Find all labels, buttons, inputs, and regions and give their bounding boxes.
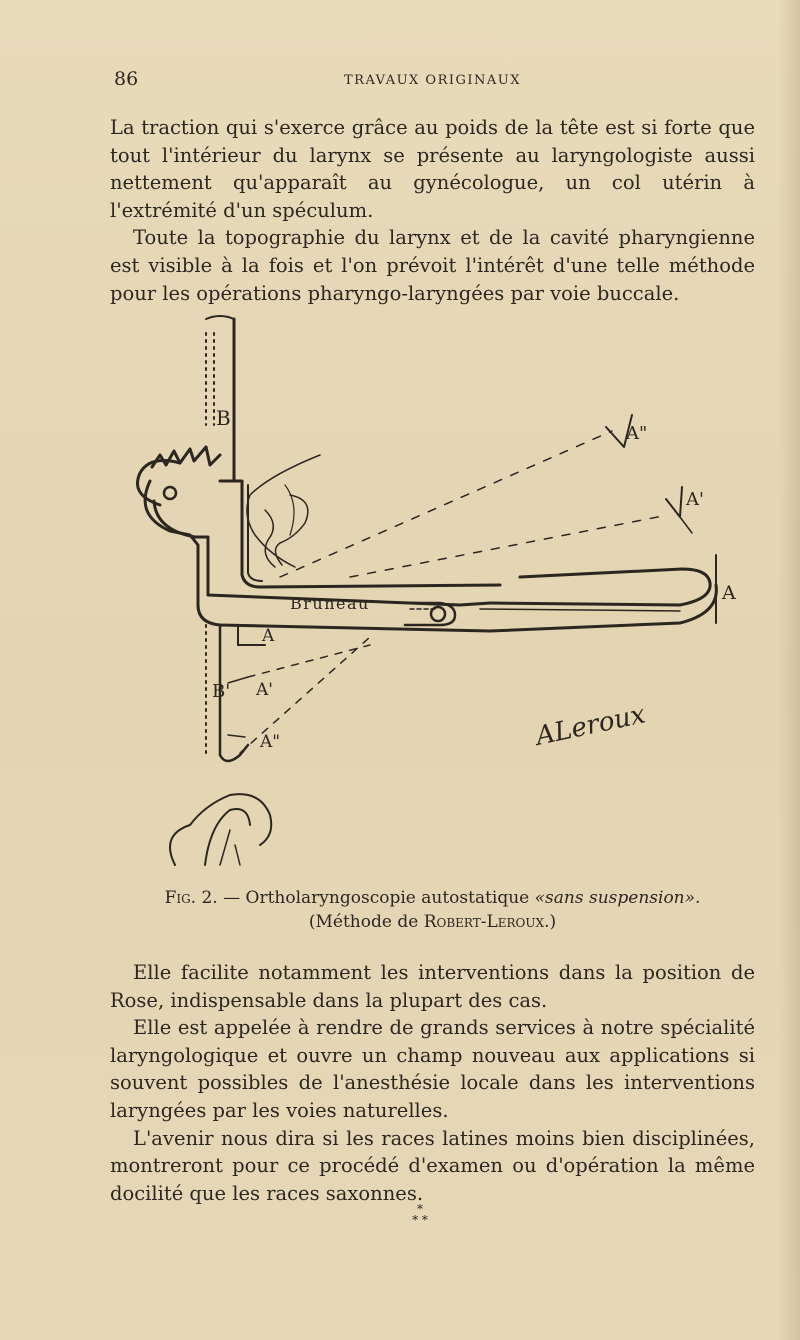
label-a-right: A (722, 582, 736, 604)
running-title: TRAVAUX ORIGINAUX (343, 73, 521, 88)
figure-drawing (120, 305, 760, 875)
caption-authors: Robert-Leroux (423, 912, 545, 932)
caption-text: Ortholaryngoscopie autostatique (245, 888, 530, 908)
caption-dash: — (223, 888, 241, 908)
caption-line-2 (110, 910, 755, 934)
label-a-prime-right: A' (686, 489, 704, 510)
figure-caption (110, 886, 755, 934)
paragraph: L'avenir nous dira si les races latines moins bien disciplinées, montreront pour ce procédé d'examen ou d'opération la même docilité que les races saxonnes. (110, 1126, 755, 1205)
paragraph: La traction qui s'exerce grâce au poids de la tête est si forte que tout l'intérieur du larynx se présente au laryngologiste aussi nettement qu'apparaît au gynécologue, un col utérin à l'extrémité d'un spéculum. (110, 116, 755, 222)
caption-fig-label: Fig. 2. (164, 888, 218, 908)
page-number: 86 (114, 68, 139, 90)
paragraph: Elle est appelée à rendre de grands services à notre spécialité laryngologique et ouvre un champ nouveau aux applications si souvent possibles de l'anesthésie locale dans les interventions laryngées par les voies naturelles. (110, 1016, 755, 1122)
caption-line-1 (110, 886, 755, 910)
paragraph: Elle facilite notamment les interventions dans la position de Rose, indispensable dans la plupart des cas. (110, 961, 755, 1012)
caption-italic: «sans suspension». (534, 888, 701, 908)
signature: ALeroux (533, 699, 648, 752)
figure-orthoscope (120, 305, 760, 875)
body-text-bottom (110, 959, 755, 1207)
running-head (110, 68, 755, 94)
body-text-top (110, 114, 755, 307)
caption-close: .) (544, 912, 557, 932)
asterism-top: * (417, 1202, 423, 1216)
instrument-label: Bruneau (290, 594, 370, 613)
label-b-bottom: B' (212, 681, 231, 702)
asterism-bottom: * * (412, 1213, 428, 1227)
label-a-lower: A (262, 626, 275, 646)
caption-method: (Méthode de (308, 912, 419, 932)
paragraph: Toute la topographie du larynx et de la cavité pharyngienne est visible à la fois et l'on prévoit l'intérêt d'une telle méthode pour les opérations pharyngo-laryngées par voie buccale. (110, 226, 755, 305)
label-a-second-lower: A" (260, 732, 281, 752)
page-edge-shadow (778, 0, 800, 1340)
label-a-prime-lower: A' (256, 680, 273, 700)
label-a-second-right: A" (626, 423, 648, 444)
label-b-top: B (216, 406, 231, 430)
asterism-ornament (400, 1204, 440, 1226)
